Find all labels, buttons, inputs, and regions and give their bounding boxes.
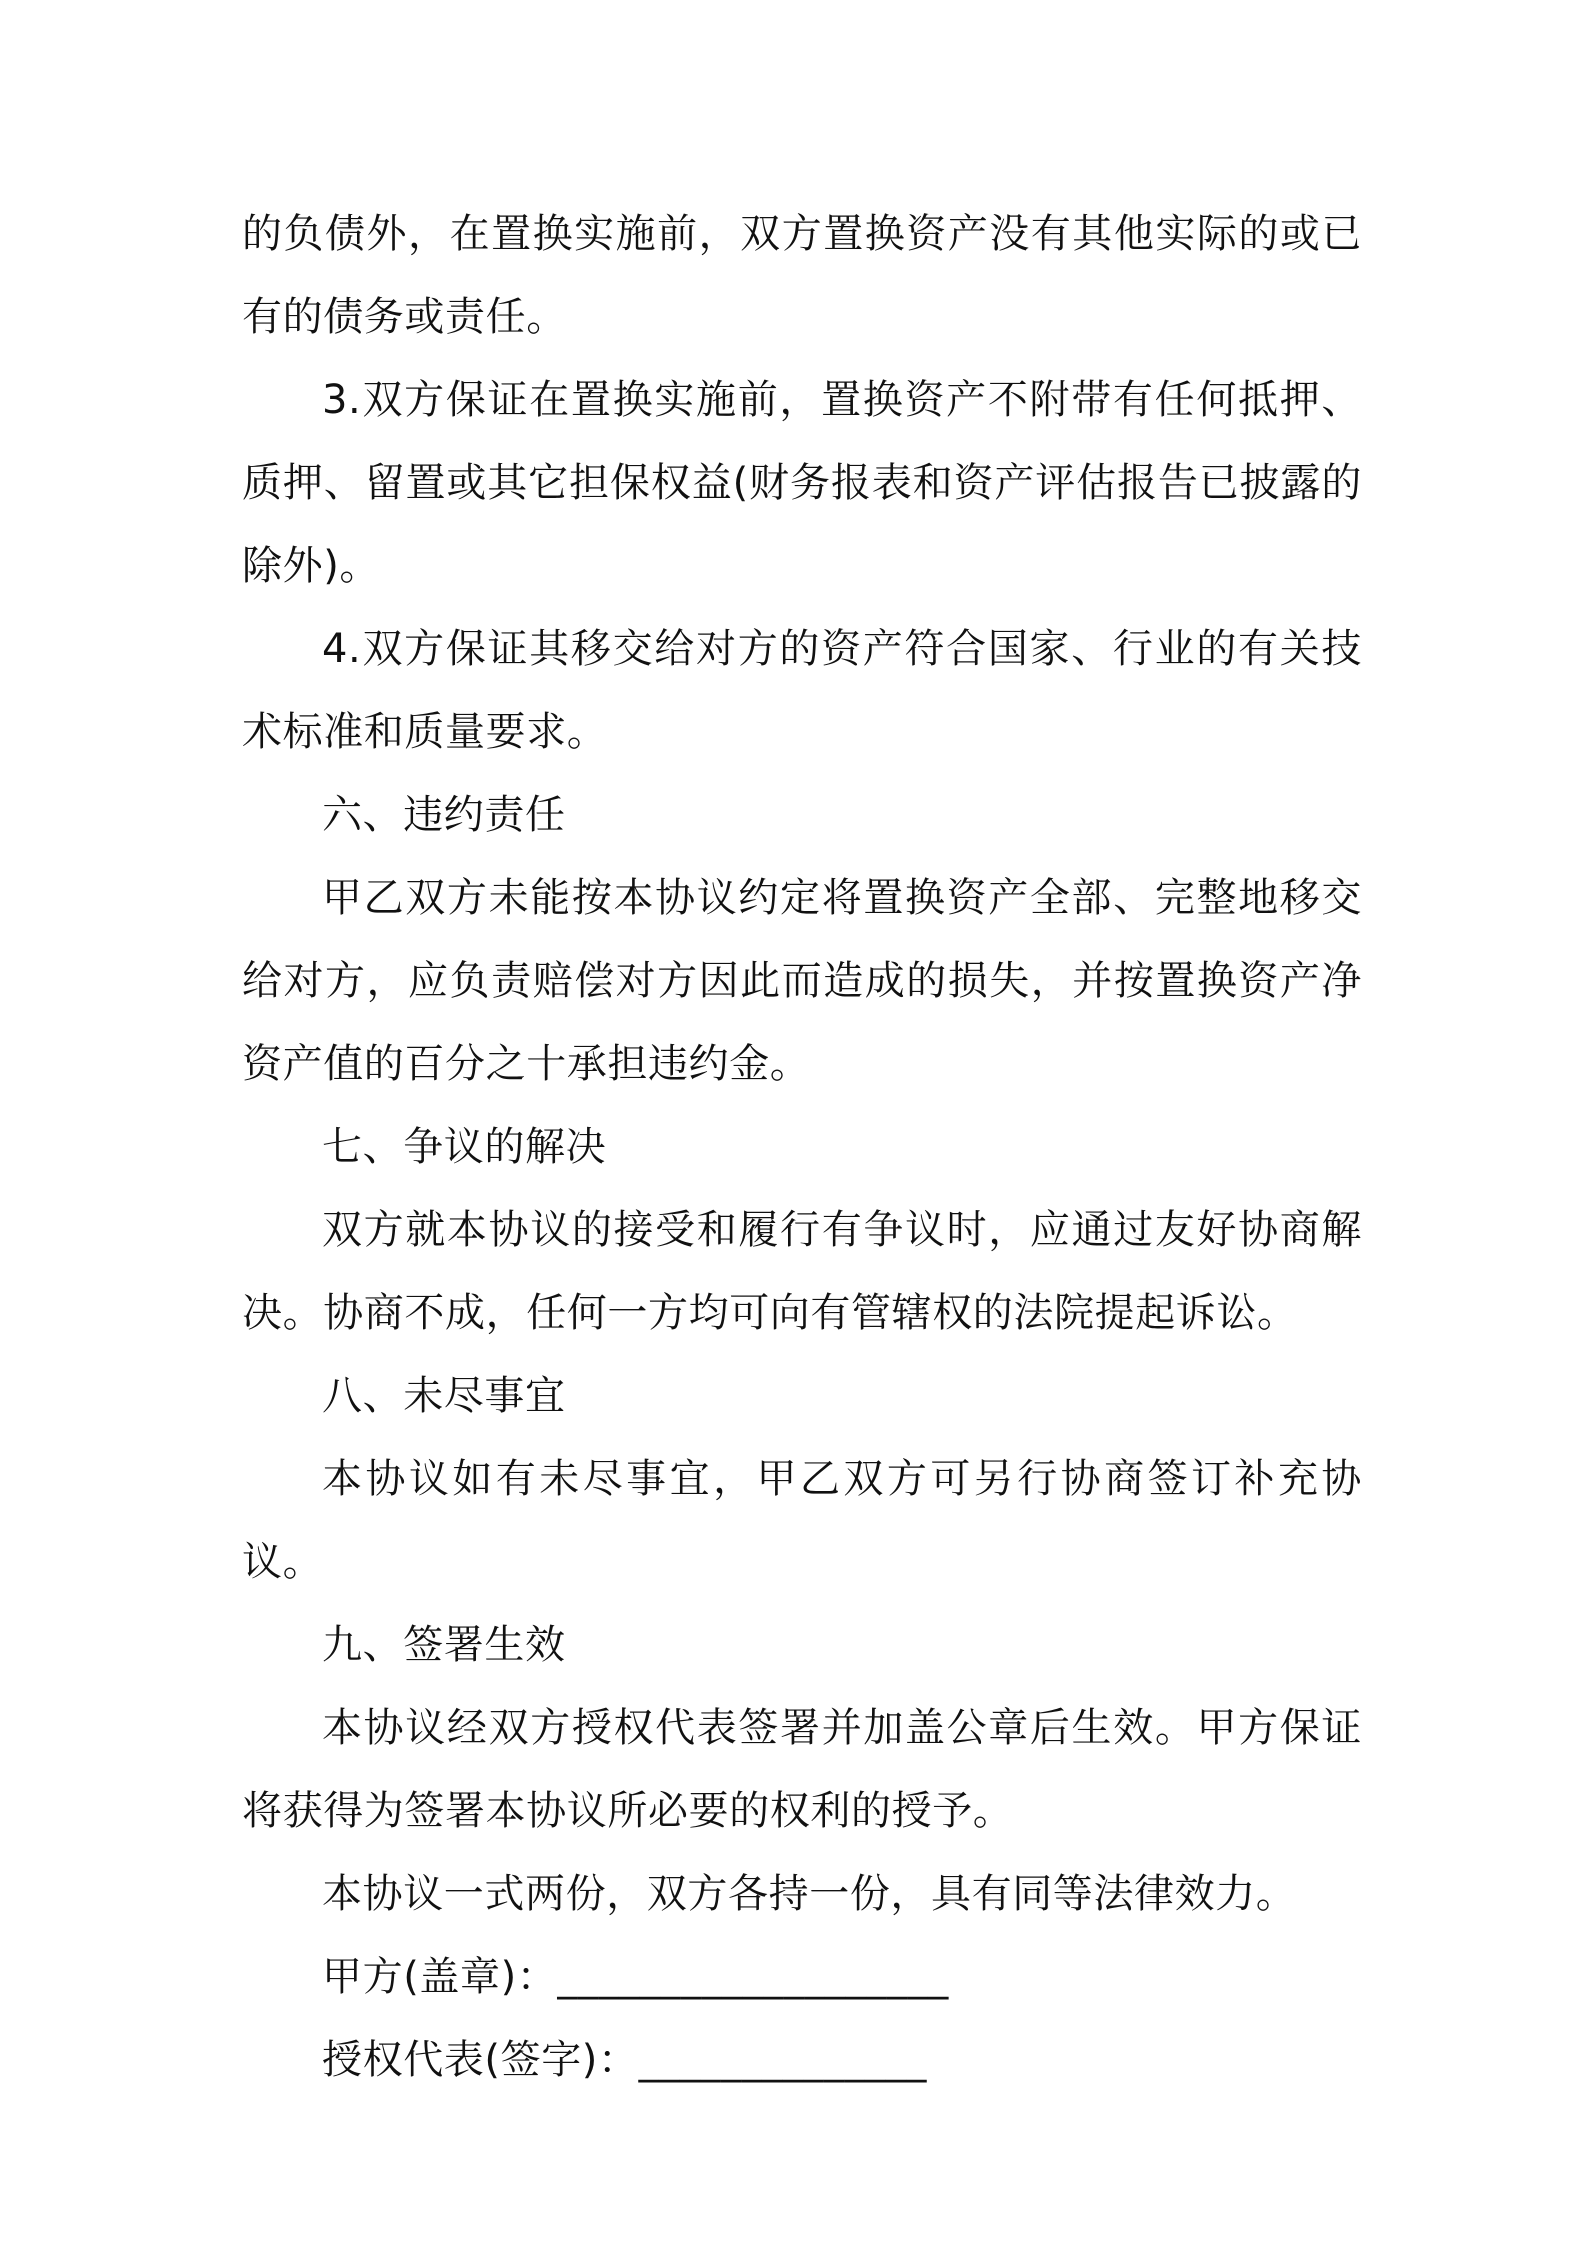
paragraph-clause-3: 3.双方保证在置换实施前，置换资产不附带有任何抵押、质押、留置或其它担保权益(财务报表和资产评估报告已披露的除外)。 — [242, 377, 1362, 589]
paragraph-outstanding-matters: 本协议如有未尽事宜，甲乙双方可另行协商签订补充协议。 — [242, 1456, 1362, 1585]
signature-line-authorized-representative: 授权代表(签字)：______________ — [322, 2037, 928, 2083]
paragraph-signing-effect: 本协议经双方授权代表签署并加盖公章后生效。甲方保证将获得为签署本协议所必要的权利的授予。 — [242, 1705, 1362, 1834]
paragraph-breach-liability: 甲乙双方未能按本协议约定将置换资产全部、完整地移交给对方，应负责赔偿对方因此而造成的损失，并按置换资产净资产值的百分之十承担违约金。 — [242, 875, 1362, 1087]
section-heading-signing-effect: 九、签署生效 — [322, 1622, 566, 1668]
document-body — [242, 193, 1362, 2102]
paragraph-copies: 本协议一式两份，双方各持一份，具有同等法律效力。 — [322, 1871, 1297, 1917]
paragraph-dispute-resolution: 双方就本协议的接受和履行有争议时，应通过友好协商解决。协商不成，任何一方均可向有管辖权的法院提起诉讼。 — [242, 1207, 1362, 1336]
paragraph-clause-4: 4.双方保证其移交给对方的资产符合国家、行业的有关技术标准和质量要求。 — [242, 626, 1362, 755]
signature-line-party-a-seal: 甲方(盖章)：___________________ — [322, 1954, 949, 2000]
paragraph-liabilities-continued: 的负债外，在置换实施前，双方置换资产没有其他实际的或已有的债务或责任。 — [242, 211, 1362, 340]
section-heading-outstanding-matters: 八、未尽事宜 — [322, 1373, 566, 1419]
section-heading-breach-liability: 六、违约责任 — [322, 792, 566, 838]
section-heading-dispute-resolution: 七、争议的解决 — [322, 1124, 607, 1170]
